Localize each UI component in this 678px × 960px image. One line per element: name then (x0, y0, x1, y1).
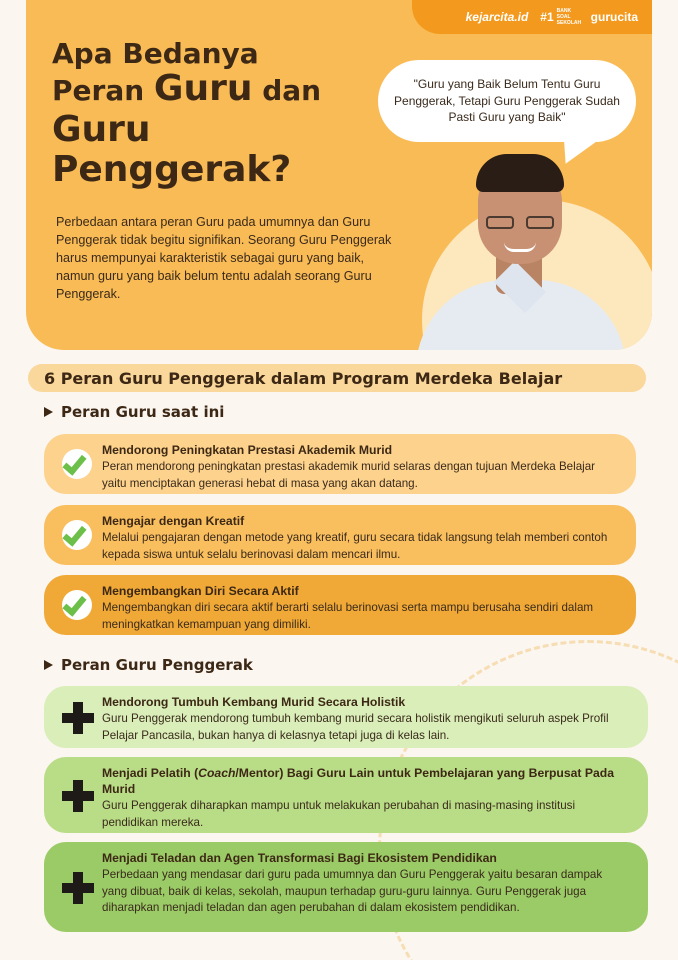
triangle-bullet-icon (44, 660, 53, 670)
checkmark-icon (62, 590, 92, 620)
role-card: Mendorong Peningkatan Prestasi Akademik Murid Peran mendorong peningkatan prestasi akademik murid selaras dengan tujuan Merdeka Belajar yaitu menciptakan generasi hebat di masa yang akan datang. (44, 434, 636, 494)
intro-paragraph: Perbedaan antara peran Guru pada umumnya dan Guru Penggerak tidak begitu signifikan. Seorang Guru Penggerak harus mempunyai karakteristik sebagai guru yang baik, namun guru yang baik belum tentu adalah seorang Guru Penggerak. (56, 215, 392, 301)
triangle-bullet-icon (44, 407, 53, 417)
page-title: Apa Bedanya Peran Guru dan Guru Penggerak? (52, 37, 322, 190)
role-card: Mengajar dengan Kreatif Melalui pengajaran dengan metode yang kreatif, guru secara tidak langsung telah memberi contoh kepada siswa untuk selalu berinovasi dalam mencari ilmu. (44, 505, 636, 565)
glasses (486, 216, 554, 230)
role-card: Mengembangkan Diri Secara Aktif Mengembangkan diri secara aktif berarti selalu berinovasi serta mampu berusaha sendiri dalam meningkatkan kemampuan yang dimiliki. (44, 575, 636, 635)
subheading-current-role: Peran Guru saat ini (44, 403, 224, 421)
section-title: 6 Peran Guru Penggerak dalam Program Merdeka Belajar (28, 364, 646, 392)
portrait-photo (396, 150, 636, 350)
bank-soal-logo: #1 BANK SOAL SEKOLAH (540, 8, 582, 26)
brand-bar (412, 0, 652, 34)
header-panel (26, 0, 652, 350)
plus-icon (62, 780, 92, 810)
subheading-guru-penggerak: Peran Guru Penggerak (44, 656, 253, 674)
quote-bubble: "Guru yang Baik Belum Tentu Guru Penggerak, Tetapi Guru Penggerak Sudah Pasti Guru yang Baik" (378, 60, 636, 142)
checkmark-icon (62, 520, 92, 550)
role-card: Menjadi Teladan dan Agen Transformasi Bagi Ekosistem Pendidikan Perbedaan yang mendasar dari guru pada umumnya dan Guru Penggerak yaitu besaran dampak yang dibuat, baik di kelas, sekolah, maupun terhadap guru-guru lainnya. Guru Penggerak juga diharapkan menjadi teladan dan agen perubahan di dalam ekosistem pendidikan. (44, 842, 648, 932)
plus-icon (62, 872, 92, 902)
plus-icon (62, 702, 92, 732)
checkmark-icon (62, 449, 92, 479)
kejarcita-logo: kejarcita.id (465, 10, 529, 24)
role-card: Menjadi Pelatih (Coach/Mentor) Bagi Guru Lain untuk Pembelajaran yang Berpusat Pada Murid Guru Penggerak diharapkan mampu untuk melakukan perubahan di masing-masing institusi pendidikan mereka. (44, 757, 648, 833)
role-card: Mendorong Tumbuh Kembang Murid Secara Holistik Guru Penggerak mendorong tumbuh kembang murid secara holistik mengikuti seluruh aspek Profil Pelajar Pancasila, bukan hanya di kelasnya tetapi juga di kelas lain. (44, 686, 648, 748)
gurucita-logo: gurucita (590, 10, 638, 24)
